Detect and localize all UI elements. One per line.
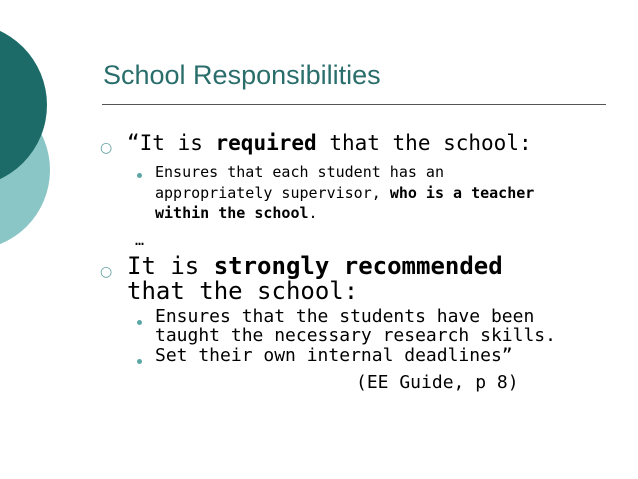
bullet-2-line2: that the school: — [127, 277, 359, 305]
sub-bullet-2-marker — [137, 320, 142, 325]
title-divider — [102, 104, 606, 105]
bullet-2-marker: ○ — [100, 264, 113, 280]
bullet-2-line1-bold: strongly recommended — [213, 252, 503, 280]
slide-title: School Responsibilities — [103, 60, 381, 90]
sub-bullet-1-line3-bold: within the school — [155, 204, 309, 222]
sub-bullet-1-line1: Ensures that each student has an — [155, 163, 444, 181]
sub-bullet-2-line2: taught the necessary research skills. — [155, 325, 556, 346]
bullet-1-marker: ○ — [100, 140, 113, 156]
sub-bullet-3-line1: Set their own internal deadlines” — [155, 345, 513, 366]
bullet-1-text-bold: required — [215, 131, 317, 155]
ellipsis: … — [135, 231, 145, 249]
sub-bullet-1-line3-post: . — [308, 204, 318, 222]
bullet-2-line1 — [127, 252, 503, 280]
sub-bullet-1-line2-bold: who is a teacher — [389, 184, 535, 202]
bullet-1-text — [127, 131, 532, 155]
citation: (EE Guide, p 8) — [356, 372, 519, 393]
sub-bullet-2-line1: Ensures that the students have been — [155, 306, 535, 327]
sub-bullet-1-line2-pre: appropriately supervisor, — [155, 184, 390, 202]
bullet-2-line1-pre: It is — [127, 252, 214, 280]
bullet-1-text-pre: “It is — [127, 131, 216, 155]
bullet-1-text-post: that the school: — [316, 131, 532, 155]
sub-bullet-1-line2 — [155, 184, 534, 202]
sub-bullet-3-marker — [137, 359, 142, 364]
sub-bullet-1-marker — [137, 173, 142, 178]
sub-bullet-1-line3 — [155, 204, 318, 222]
